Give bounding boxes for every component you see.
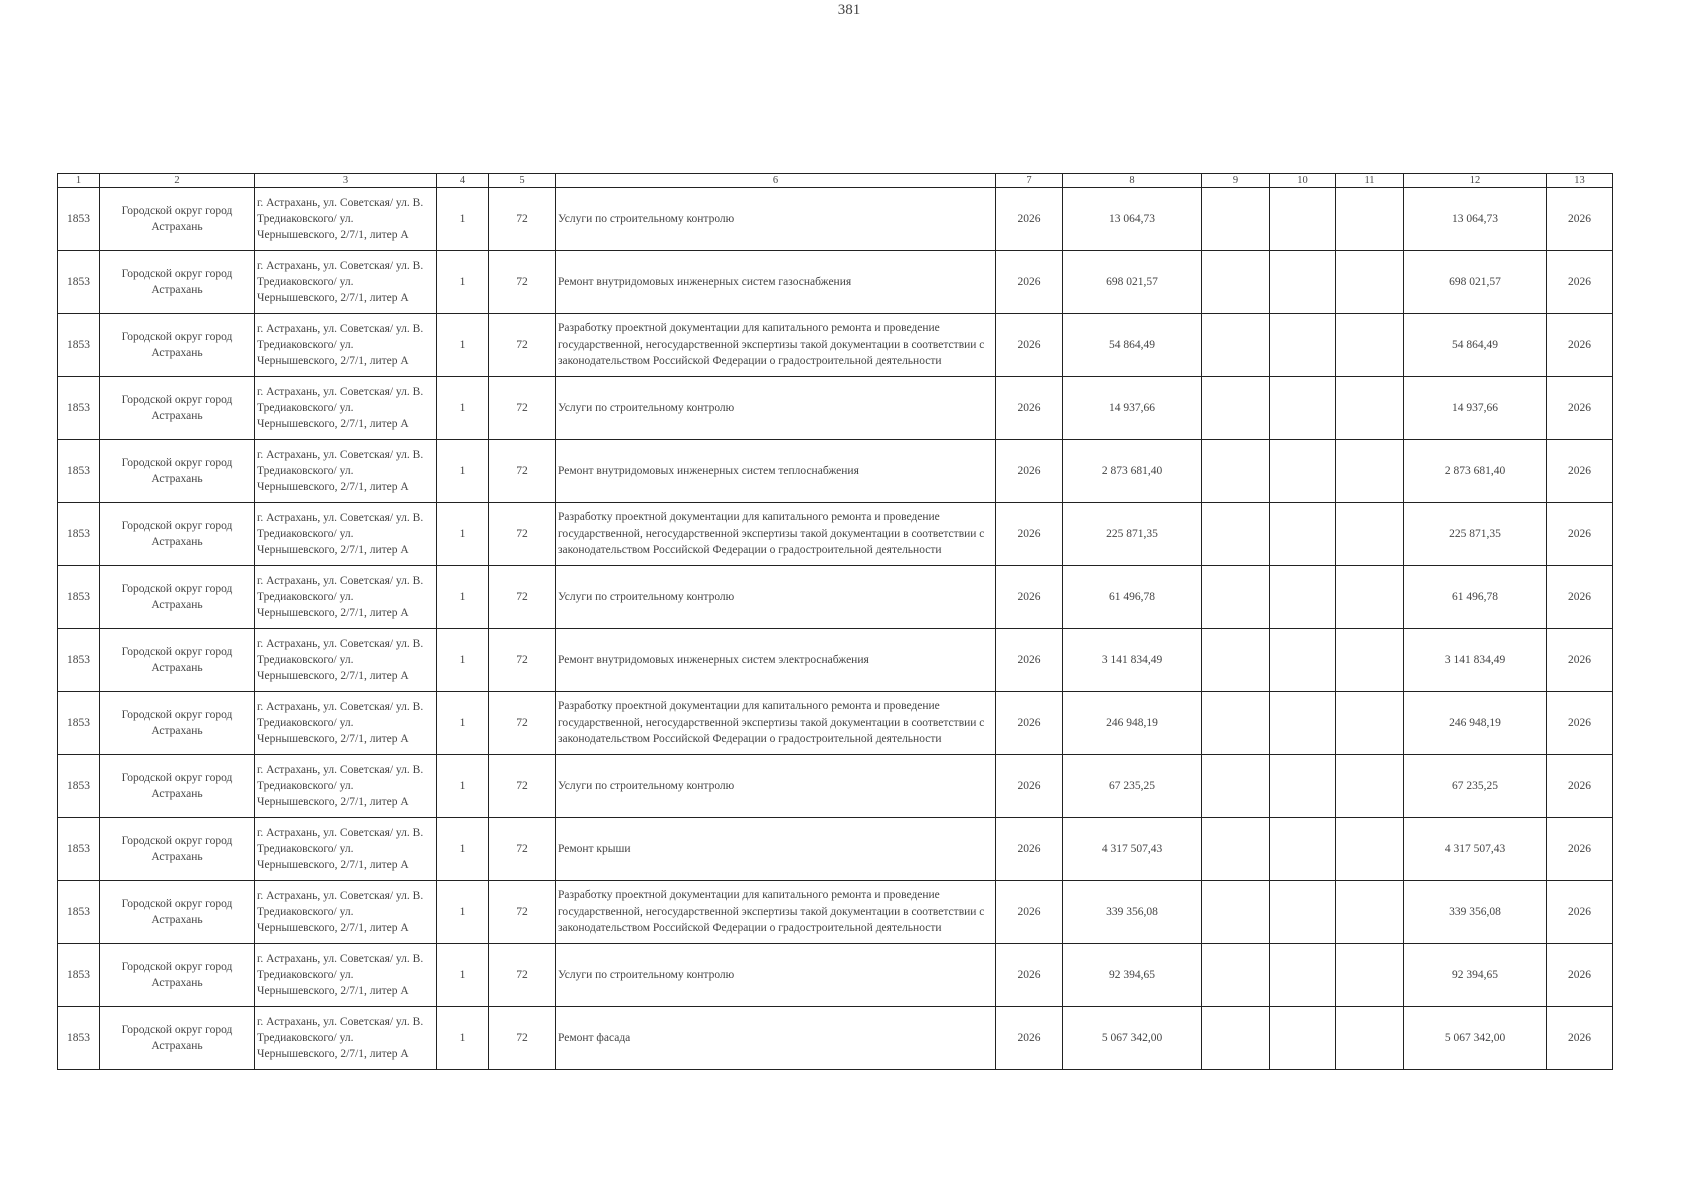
col4-cell: 1: [437, 314, 489, 377]
row-number-cell: 1853: [58, 755, 100, 818]
cost-cell: 61 496,78: [1063, 566, 1202, 629]
municipality-cell: Городской округ город Астрахань: [100, 440, 255, 503]
address-cell: г. Астрахань, ул. Советская/ ул. В. Тредиаковского/ ул. Чернышевского, 2/7/1, литер А: [255, 377, 437, 440]
row-number-cell: 1853: [58, 881, 100, 944]
column-header: 13: [1547, 174, 1613, 188]
col11-cell: [1336, 503, 1404, 566]
col9-cell: [1202, 818, 1270, 881]
col4-cell: 1: [437, 503, 489, 566]
municipality-cell: Городской округ город Астрахань: [100, 818, 255, 881]
row-number-cell: 1853: [58, 944, 100, 1007]
address-cell: г. Астрахань, ул. Советская/ ул. В. Тредиаковского/ ул. Чернышевского, 2/7/1, литер А: [255, 251, 437, 314]
col10-cell: [1270, 314, 1336, 377]
row-number-cell: 1853: [58, 692, 100, 755]
col9-cell: [1202, 503, 1270, 566]
completion-year-cell: 2026: [1547, 692, 1613, 755]
table-row: [58, 944, 1613, 1007]
row-number-cell: 1853: [58, 1007, 100, 1070]
col4-cell: 1: [437, 755, 489, 818]
col4-cell: 1: [437, 881, 489, 944]
column-header: 12: [1404, 174, 1547, 188]
completion-year-cell: 2026: [1547, 566, 1613, 629]
year-cell: 2026: [996, 881, 1063, 944]
address-cell: г. Астрахань, ул. Советская/ ул. В. Тредиаковского/ ул. Чернышевского, 2/7/1, литер А: [255, 629, 437, 692]
row-number-cell: 1853: [58, 566, 100, 629]
work-type-cell: Услуги по строительному контролю: [556, 377, 996, 440]
completion-year-cell: 2026: [1547, 881, 1613, 944]
year-cell: 2026: [996, 692, 1063, 755]
row-number-cell: 1853: [58, 251, 100, 314]
work-type-cell: Ремонт внутридомовых инженерных систем газоснабжения: [556, 251, 996, 314]
col10-cell: [1270, 440, 1336, 503]
table-row: [58, 188, 1613, 251]
table-row: [58, 881, 1613, 944]
cost-cell: 4 317 507,43: [1063, 818, 1202, 881]
col5-cell: 72: [489, 188, 556, 251]
col4-cell: 1: [437, 818, 489, 881]
municipality-cell: Городской округ город Астрахань: [100, 1007, 255, 1070]
column-header: 3: [255, 174, 437, 188]
table-row: [58, 755, 1613, 818]
table-row: [58, 818, 1613, 881]
col4-cell: 1: [437, 377, 489, 440]
address-cell: г. Астрахань, ул. Советская/ ул. В. Тредиаковского/ ул. Чернышевского, 2/7/1, литер А: [255, 566, 437, 629]
col10-cell: [1270, 755, 1336, 818]
col10-cell: [1270, 692, 1336, 755]
table-row: [58, 503, 1613, 566]
col10-cell: [1270, 566, 1336, 629]
cost-cell: 2 873 681,40: [1063, 440, 1202, 503]
work-type-cell: Ремонт крыши: [556, 818, 996, 881]
address-cell: г. Астрахань, ул. Советская/ ул. В. Тредиаковского/ ул. Чернышевского, 2/7/1, литер А: [255, 818, 437, 881]
col5-cell: 72: [489, 566, 556, 629]
address-cell: г. Астрахань, ул. Советская/ ул. В. Тредиаковского/ ул. Чернышевского, 2/7/1, литер А: [255, 755, 437, 818]
completion-year-cell: 2026: [1547, 818, 1613, 881]
completion-year-cell: 2026: [1547, 755, 1613, 818]
col11-cell: [1336, 440, 1404, 503]
col4-cell: 1: [437, 251, 489, 314]
total-cost-cell: 2 873 681,40: [1404, 440, 1547, 503]
completion-year-cell: 2026: [1547, 251, 1613, 314]
address-cell: г. Астрахань, ул. Советская/ ул. В. Тредиаковского/ ул. Чернышевского, 2/7/1, литер А: [255, 314, 437, 377]
col11-cell: [1336, 755, 1404, 818]
municipality-cell: Городской округ город Астрахань: [100, 629, 255, 692]
address-cell: г. Астрахань, ул. Советская/ ул. В. Тредиаковского/ ул. Чернышевского, 2/7/1, литер А: [255, 1007, 437, 1070]
col4-cell: 1: [437, 944, 489, 1007]
year-cell: 2026: [996, 629, 1063, 692]
address-cell: г. Астрахань, ул. Советская/ ул. В. Тредиаковского/ ул. Чернышевского, 2/7/1, литер А: [255, 440, 437, 503]
col9-cell: [1202, 314, 1270, 377]
total-cost-cell: 246 948,19: [1404, 692, 1547, 755]
column-header: 9: [1202, 174, 1270, 188]
total-cost-cell: 54 864,49: [1404, 314, 1547, 377]
table-row: [58, 566, 1613, 629]
total-cost-cell: 339 356,08: [1404, 881, 1547, 944]
year-cell: 2026: [996, 566, 1063, 629]
col9-cell: [1202, 1007, 1270, 1070]
col4-cell: 1: [437, 629, 489, 692]
municipality-cell: Городской округ город Астрахань: [100, 188, 255, 251]
total-cost-cell: 5 067 342,00: [1404, 1007, 1547, 1070]
column-header: 2: [100, 174, 255, 188]
total-cost-cell: 61 496,78: [1404, 566, 1547, 629]
completion-year-cell: 2026: [1547, 188, 1613, 251]
col5-cell: 72: [489, 818, 556, 881]
cost-cell: 13 064,73: [1063, 188, 1202, 251]
cost-cell: 246 948,19: [1063, 692, 1202, 755]
municipality-cell: Городской округ город Астрахань: [100, 881, 255, 944]
col9-cell: [1202, 440, 1270, 503]
col10-cell: [1270, 503, 1336, 566]
total-cost-cell: 698 021,57: [1404, 251, 1547, 314]
address-cell: г. Астрахань, ул. Советская/ ул. В. Тредиаковского/ ул. Чернышевского, 2/7/1, литер А: [255, 692, 437, 755]
col10-cell: [1270, 629, 1336, 692]
cost-cell: 698 021,57: [1063, 251, 1202, 314]
col9-cell: [1202, 377, 1270, 440]
completion-year-cell: 2026: [1547, 629, 1613, 692]
address-cell: г. Астрахань, ул. Советская/ ул. В. Тредиаковского/ ул. Чернышевского, 2/7/1, литер А: [255, 503, 437, 566]
table-row: [58, 629, 1613, 692]
year-cell: 2026: [996, 188, 1063, 251]
municipality-cell: Городской округ город Астрахань: [100, 944, 255, 1007]
municipality-cell: Городской округ город Астрахань: [100, 755, 255, 818]
column-header: 11: [1336, 174, 1404, 188]
col11-cell: [1336, 188, 1404, 251]
col11-cell: [1336, 314, 1404, 377]
col5-cell: 72: [489, 755, 556, 818]
col11-cell: [1336, 629, 1404, 692]
column-header: 7: [996, 174, 1063, 188]
table-row: [58, 440, 1613, 503]
total-cost-cell: 3 141 834,49: [1404, 629, 1547, 692]
col5-cell: 72: [489, 503, 556, 566]
row-number-cell: 1853: [58, 314, 100, 377]
work-type-cell: Ремонт внутридомовых инженерных систем теплоснабжения: [556, 440, 996, 503]
cost-cell: 54 864,49: [1063, 314, 1202, 377]
row-number-cell: 1853: [58, 377, 100, 440]
repair-schedule-table: [57, 173, 1613, 1070]
municipality-cell: Городской округ город Астрахань: [100, 503, 255, 566]
col9-cell: [1202, 629, 1270, 692]
col5-cell: 72: [489, 440, 556, 503]
completion-year-cell: 2026: [1547, 440, 1613, 503]
year-cell: 2026: [996, 503, 1063, 566]
work-type-cell: Разработку проектной документации для капитального ремонта и проведение государственной, негосударственной экспертизы такой документации в соответствии с законодательством Российской Федерации о градостроительной деятельности: [556, 503, 996, 566]
address-cell: г. Астрахань, ул. Советская/ ул. В. Тредиаковского/ ул. Чернышевского, 2/7/1, литер А: [255, 188, 437, 251]
table-row: [58, 314, 1613, 377]
total-cost-cell: 225 871,35: [1404, 503, 1547, 566]
work-type-cell: Услуги по строительному контролю: [556, 944, 996, 1007]
column-header: 4: [437, 174, 489, 188]
col5-cell: 72: [489, 944, 556, 1007]
col9-cell: [1202, 566, 1270, 629]
col10-cell: [1270, 1007, 1336, 1070]
cost-cell: 14 937,66: [1063, 377, 1202, 440]
column-header: 8: [1063, 174, 1202, 188]
col9-cell: [1202, 188, 1270, 251]
total-cost-cell: 13 064,73: [1404, 188, 1547, 251]
page-number: 381: [837, 2, 861, 18]
col4-cell: 1: [437, 692, 489, 755]
col5-cell: 72: [489, 629, 556, 692]
work-type-cell: Разработку проектной документации для капитального ремонта и проведение государственной, негосударственной экспертизы такой документации в соответствии с законодательством Российской Федерации о градостроительной деятельности: [556, 881, 996, 944]
col10-cell: [1270, 818, 1336, 881]
col4-cell: 1: [437, 440, 489, 503]
municipality-cell: Городской округ город Астрахань: [100, 251, 255, 314]
col5-cell: 72: [489, 881, 556, 944]
municipality-cell: Городской округ город Астрахань: [100, 692, 255, 755]
col10-cell: [1270, 251, 1336, 314]
col4-cell: 1: [437, 566, 489, 629]
year-cell: 2026: [996, 440, 1063, 503]
completion-year-cell: 2026: [1547, 503, 1613, 566]
year-cell: 2026: [996, 944, 1063, 1007]
table-row: [58, 1007, 1613, 1070]
cost-cell: 225 871,35: [1063, 503, 1202, 566]
col5-cell: 72: [489, 1007, 556, 1070]
table-row: [58, 251, 1613, 314]
col4-cell: 1: [437, 1007, 489, 1070]
col10-cell: [1270, 881, 1336, 944]
address-cell: г. Астрахань, ул. Советская/ ул. В. Тредиаковского/ ул. Чернышевского, 2/7/1, литер А: [255, 881, 437, 944]
table-row: [58, 692, 1613, 755]
column-header: 1: [58, 174, 100, 188]
total-cost-cell: 4 317 507,43: [1404, 818, 1547, 881]
column-header: 5: [489, 174, 556, 188]
col10-cell: [1270, 944, 1336, 1007]
col9-cell: [1202, 692, 1270, 755]
work-type-cell: Услуги по строительному контролю: [556, 755, 996, 818]
col11-cell: [1336, 251, 1404, 314]
year-cell: 2026: [996, 251, 1063, 314]
row-number-cell: 1853: [58, 440, 100, 503]
col11-cell: [1336, 566, 1404, 629]
work-type-cell: Разработку проектной документации для капитального ремонта и проведение государственной, негосударственной экспертизы такой документации в соответствии с законодательством Российской Федерации о градостроительной деятельности: [556, 692, 996, 755]
work-type-cell: Разработку проектной документации для капитального ремонта и проведение государственной, негосударственной экспертизы такой документации в соответствии с законодательством Российской Федерации о градостроительной деятельности: [556, 314, 996, 377]
completion-year-cell: 2026: [1547, 1007, 1613, 1070]
column-header: 10: [1270, 174, 1336, 188]
table-row: [58, 377, 1613, 440]
completion-year-cell: 2026: [1547, 944, 1613, 1007]
completion-year-cell: 2026: [1547, 314, 1613, 377]
row-number-cell: 1853: [58, 188, 100, 251]
col5-cell: 72: [489, 314, 556, 377]
year-cell: 2026: [996, 818, 1063, 881]
col11-cell: [1336, 692, 1404, 755]
total-cost-cell: 14 937,66: [1404, 377, 1547, 440]
col11-cell: [1336, 944, 1404, 1007]
col11-cell: [1336, 1007, 1404, 1070]
year-cell: 2026: [996, 314, 1063, 377]
address-cell: г. Астрахань, ул. Советская/ ул. В. Тредиаковского/ ул. Чернышевского, 2/7/1, литер А: [255, 944, 437, 1007]
column-number-row: [58, 174, 1613, 188]
row-number-cell: 1853: [58, 629, 100, 692]
cost-cell: 3 141 834,49: [1063, 629, 1202, 692]
work-type-cell: Ремонт фасада: [556, 1007, 996, 1070]
col10-cell: [1270, 188, 1336, 251]
year-cell: 2026: [996, 755, 1063, 818]
year-cell: 2026: [996, 377, 1063, 440]
total-cost-cell: 92 394,65: [1404, 944, 1547, 1007]
cost-cell: 92 394,65: [1063, 944, 1202, 1007]
col9-cell: [1202, 944, 1270, 1007]
col9-cell: [1202, 755, 1270, 818]
year-cell: 2026: [996, 1007, 1063, 1070]
col10-cell: [1270, 377, 1336, 440]
municipality-cell: Городской округ город Астрахань: [100, 314, 255, 377]
col11-cell: [1336, 881, 1404, 944]
municipality-cell: Городской округ город Астрахань: [100, 566, 255, 629]
municipality-cell: Городской округ город Астрахань: [100, 377, 255, 440]
col11-cell: [1336, 377, 1404, 440]
col9-cell: [1202, 881, 1270, 944]
work-type-cell: Ремонт внутридомовых инженерных систем электроснабжения: [556, 629, 996, 692]
row-number-cell: 1853: [58, 818, 100, 881]
col5-cell: 72: [489, 377, 556, 440]
col4-cell: 1: [437, 188, 489, 251]
col11-cell: [1336, 818, 1404, 881]
column-header: 6: [556, 174, 996, 188]
col5-cell: 72: [489, 692, 556, 755]
col5-cell: 72: [489, 251, 556, 314]
work-type-cell: Услуги по строительному контролю: [556, 188, 996, 251]
total-cost-cell: 67 235,25: [1404, 755, 1547, 818]
completion-year-cell: 2026: [1547, 377, 1613, 440]
work-type-cell: Услуги по строительному контролю: [556, 566, 996, 629]
col9-cell: [1202, 251, 1270, 314]
cost-cell: 339 356,08: [1063, 881, 1202, 944]
cost-cell: 67 235,25: [1063, 755, 1202, 818]
cost-cell: 5 067 342,00: [1063, 1007, 1202, 1070]
row-number-cell: 1853: [58, 503, 100, 566]
